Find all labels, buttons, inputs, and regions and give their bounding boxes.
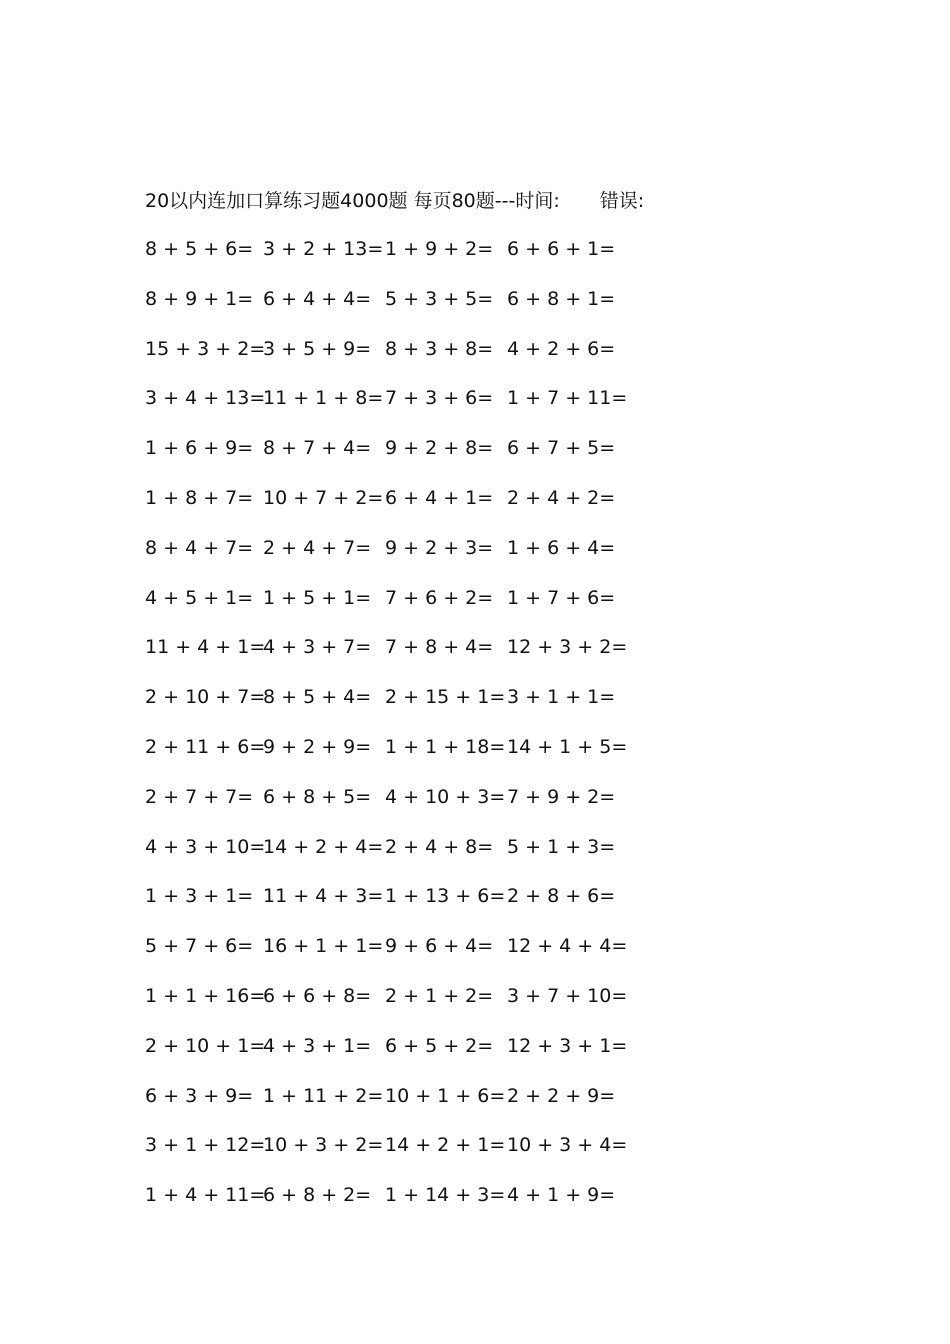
problem-item: 3 + 1 + 12= xyxy=(145,1134,266,1157)
problem-item: 4 + 3 + 10= xyxy=(145,835,266,858)
problem-row xyxy=(145,682,665,732)
problem-item: 4 + 10 + 3= xyxy=(385,785,506,808)
problem-item: 8 + 5 + 4= xyxy=(263,686,372,709)
problem-item: 9 + 6 + 4= xyxy=(385,935,494,958)
problem-row xyxy=(145,433,665,483)
problem-row xyxy=(145,981,665,1031)
problem-item: 2 + 8 + 6= xyxy=(507,885,616,908)
problem-item: 1 + 5 + 1= xyxy=(263,586,372,609)
problem-item: 3 + 7 + 10= xyxy=(507,984,628,1007)
problem-item: 9 + 2 + 8= xyxy=(385,437,494,460)
problem-grid xyxy=(145,234,665,1230)
problem-item: 15 + 3 + 2= xyxy=(145,337,266,360)
problem-item: 9 + 2 + 3= xyxy=(385,536,494,559)
problem-item: 12 + 3 + 1= xyxy=(507,1034,628,1057)
problem-item: 2 + 7 + 7= xyxy=(145,785,254,808)
problem-item: 5 + 1 + 3= xyxy=(507,835,616,858)
problem-item: 11 + 1 + 8= xyxy=(263,387,384,410)
problem-item: 6 + 4 + 4= xyxy=(263,287,372,310)
problem-item: 12 + 4 + 4= xyxy=(507,935,628,958)
problem-row xyxy=(145,931,665,981)
problem-item: 4 + 1 + 9= xyxy=(507,1184,616,1207)
problem-item: 1 + 8 + 7= xyxy=(145,486,254,509)
problem-row xyxy=(145,284,665,334)
problem-row xyxy=(145,1130,665,1180)
worksheet-title: 20以内连加口算练习题4000题 每页80题---时间: xyxy=(145,190,560,212)
problem-item: 7 + 9 + 2= xyxy=(507,785,616,808)
problem-item: 1 + 1 + 16= xyxy=(145,984,266,1007)
problem-item: 10 + 7 + 2= xyxy=(263,486,384,509)
problem-item: 14 + 2 + 4= xyxy=(263,835,384,858)
problem-item: 6 + 8 + 1= xyxy=(507,287,616,310)
problem-item: 8 + 4 + 7= xyxy=(145,536,254,559)
problem-item: 2 + 11 + 6= xyxy=(145,735,266,758)
problem-row xyxy=(145,334,665,384)
problem-item: 2 + 4 + 2= xyxy=(507,486,616,509)
problem-item: 2 + 4 + 7= xyxy=(263,536,372,559)
problem-item: 6 + 8 + 2= xyxy=(263,1184,372,1207)
problem-item: 4 + 3 + 7= xyxy=(263,636,372,659)
problem-row xyxy=(145,782,665,832)
problem-item: 9 + 2 + 9= xyxy=(263,735,372,758)
problem-item: 16 + 1 + 1= xyxy=(263,935,384,958)
worksheet-header xyxy=(145,186,644,216)
problem-row xyxy=(145,832,665,882)
problem-item: 1 + 1 + 18= xyxy=(385,735,506,758)
problem-row xyxy=(145,632,665,682)
problem-item: 1 + 6 + 4= xyxy=(507,536,616,559)
problem-item: 3 + 2 + 13= xyxy=(263,238,384,260)
problem-item: 14 + 1 + 5= xyxy=(507,735,628,758)
problem-row xyxy=(145,1031,665,1081)
problem-item: 3 + 4 + 13= xyxy=(145,387,266,410)
problem-item: 6 + 4 + 1= xyxy=(385,486,494,509)
problem-row xyxy=(145,234,665,284)
problem-row xyxy=(145,881,665,931)
problem-item: 8 + 3 + 8= xyxy=(385,337,494,360)
problem-item: 10 + 3 + 4= xyxy=(507,1134,628,1157)
problem-item: 10 + 3 + 2= xyxy=(263,1134,384,1157)
problem-item: 8 + 9 + 1= xyxy=(145,287,254,310)
problem-row xyxy=(145,533,665,583)
problem-item: 6 + 7 + 5= xyxy=(507,437,616,460)
problem-item: 1 + 7 + 6= xyxy=(507,586,616,609)
problem-item: 11 + 4 + 1= xyxy=(145,636,266,659)
problem-item: 1 + 6 + 9= xyxy=(145,437,254,460)
problem-item: 3 + 5 + 9= xyxy=(263,337,372,360)
problem-item: 3 + 1 + 1= xyxy=(507,686,616,709)
problem-item: 2 + 15 + 1= xyxy=(385,686,506,709)
problem-item: 1 + 11 + 2= xyxy=(263,1084,384,1107)
problem-item: 4 + 5 + 1= xyxy=(145,586,254,609)
problem-item: 2 + 10 + 1= xyxy=(145,1034,266,1057)
problem-item: 7 + 3 + 6= xyxy=(385,387,494,410)
problem-item: 1 + 7 + 11= xyxy=(507,387,628,410)
problem-item: 2 + 10 + 7= xyxy=(145,686,266,709)
problem-item: 1 + 13 + 6= xyxy=(385,885,506,908)
problem-item: 12 + 3 + 2= xyxy=(507,636,628,659)
problem-item: 5 + 3 + 5= xyxy=(385,287,494,310)
problem-item: 5 + 7 + 6= xyxy=(145,935,254,958)
problem-item: 14 + 2 + 1= xyxy=(385,1134,506,1157)
problem-item: 7 + 8 + 4= xyxy=(385,636,494,659)
problem-row xyxy=(145,732,665,782)
problem-row xyxy=(145,583,665,633)
problem-item: 6 + 6 + 8= xyxy=(263,984,372,1007)
problem-item: 7 + 6 + 2= xyxy=(385,586,494,609)
problem-item: 10 + 1 + 6= xyxy=(385,1084,506,1107)
error-label: 错误: xyxy=(599,190,645,212)
problem-item: 6 + 6 + 1= xyxy=(507,238,616,260)
problem-row xyxy=(145,1180,665,1230)
problem-item: 1 + 14 + 3= xyxy=(385,1184,506,1207)
problem-item: 1 + 9 + 2= xyxy=(385,238,494,260)
problem-item: 6 + 8 + 5= xyxy=(263,785,372,808)
problem-item: 11 + 4 + 3= xyxy=(263,885,384,908)
problem-item: 6 + 3 + 9= xyxy=(145,1084,254,1107)
problem-row xyxy=(145,1081,665,1131)
problem-item: 1 + 3 + 1= xyxy=(145,885,254,908)
problem-item: 6 + 5 + 2= xyxy=(385,1034,494,1057)
problem-item: 2 + 4 + 8= xyxy=(385,835,494,858)
problem-item: 8 + 7 + 4= xyxy=(263,437,372,460)
problem-item: 2 + 1 + 2= xyxy=(385,984,494,1007)
problem-row xyxy=(145,483,665,533)
problem-item: 1 + 4 + 11= xyxy=(145,1184,266,1207)
problem-item: 4 + 3 + 1= xyxy=(263,1034,372,1057)
problem-item: 2 + 2 + 9= xyxy=(507,1084,616,1107)
problem-item: 4 + 2 + 6= xyxy=(507,337,616,360)
problem-row xyxy=(145,383,665,433)
problem-item: 8 + 5 + 6= xyxy=(145,238,254,260)
